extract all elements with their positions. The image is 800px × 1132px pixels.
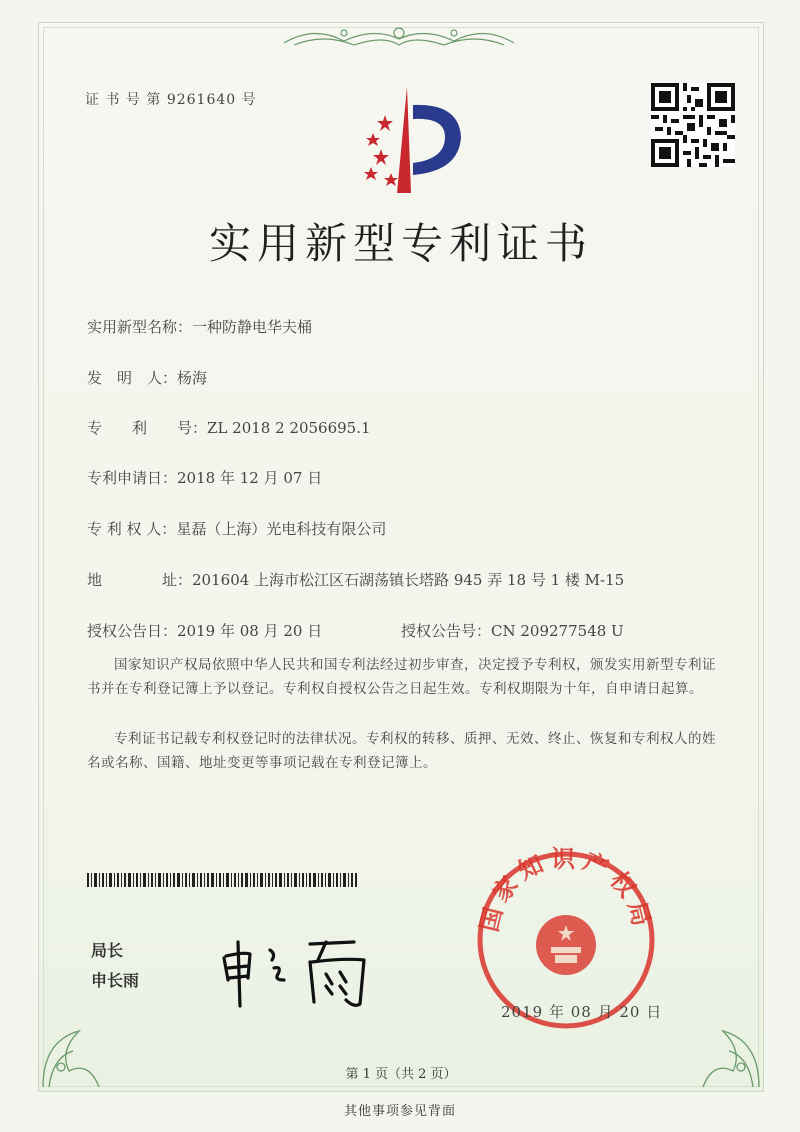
utility-name-value: 一种防静电华夫桶 [192,318,313,336]
patentee-label: 专 利 权 人： [87,520,177,538]
cnipa-logo [339,75,469,205]
body-paragraph-2: 专利证书记载专利权登记时的法律状况。专利权的转移、质押、无效、终止、恢复和专利权人的姓名或名称、国籍、地址变更等事项记载在专利登记簿上。 [87,731,716,771]
certificate-number-suffix: 号 [241,92,257,108]
patentee-row [87,518,386,539]
grant-number-value: CN 209277548 U [491,622,624,640]
grant-date-value: 2019 年 08 月 20 日 [177,622,323,640]
svg-text:国家知识产权局: 国家知识产权局 [475,845,657,935]
inventor-row [87,367,207,388]
certificate-number-value: 9261640 [166,92,237,108]
director-signature [214,918,404,1013]
seal-date: 2019 年 08 月 20 日 [501,1003,663,1021]
grant-date-label: 授权公告日： [87,622,178,640]
patent-number-row [87,417,371,438]
utility-name-row [87,316,312,337]
filing-date-label: 专利申请日： [87,469,178,487]
address-label: 地 址： [87,571,193,589]
director-title: 局长 [91,941,124,960]
utility-name-label: 实用新型名称： [87,318,193,336]
barcode [87,873,357,887]
director-name: 申长雨 [91,971,140,990]
certificate-title: 实用新型专利证书 [208,219,593,268]
page-number: 第 1 页（共 2 页） [345,1067,457,1082]
body-paragraph-1: 国家知识产权局依照中华人民共和国专利法经过初步审查，决定授予专利权，颁发实用新型专利证书并在专利登记簿上予以登记。专利权自授权公告之日起生效。专利权期限为十年，自申请日起算。 [87,657,716,697]
address-value: 201604 上海市松江区石湖荡镇长塔路 945 弄 18 号 1 楼 M-15 [192,571,625,589]
qr-code [651,83,735,167]
inventor-label: 发 明 人： [87,369,178,387]
patent-number-value: ZL 2018 2 2056695.1 [207,419,371,437]
certificate [38,22,764,1092]
certificate-number [85,89,257,109]
patentee-value: 星磊（上海）光电科技有限公司 [176,520,387,538]
footnote: 其他事项参见背面 [343,1104,456,1119]
inventor-value: 杨海 [177,369,208,387]
patent-number-label: 专 利 号： [87,419,208,437]
certificate-number-label: 证 书 号 第 [85,92,162,108]
top-ornament [274,23,524,49]
grant-number-label: 授权公告号： [401,622,492,640]
grant-date-row [87,620,322,641]
filing-date-row [87,467,322,488]
filing-date-value: 2018 年 12 月 07 日 [177,469,323,487]
grant-number-row [401,620,624,641]
address-row [87,569,624,590]
